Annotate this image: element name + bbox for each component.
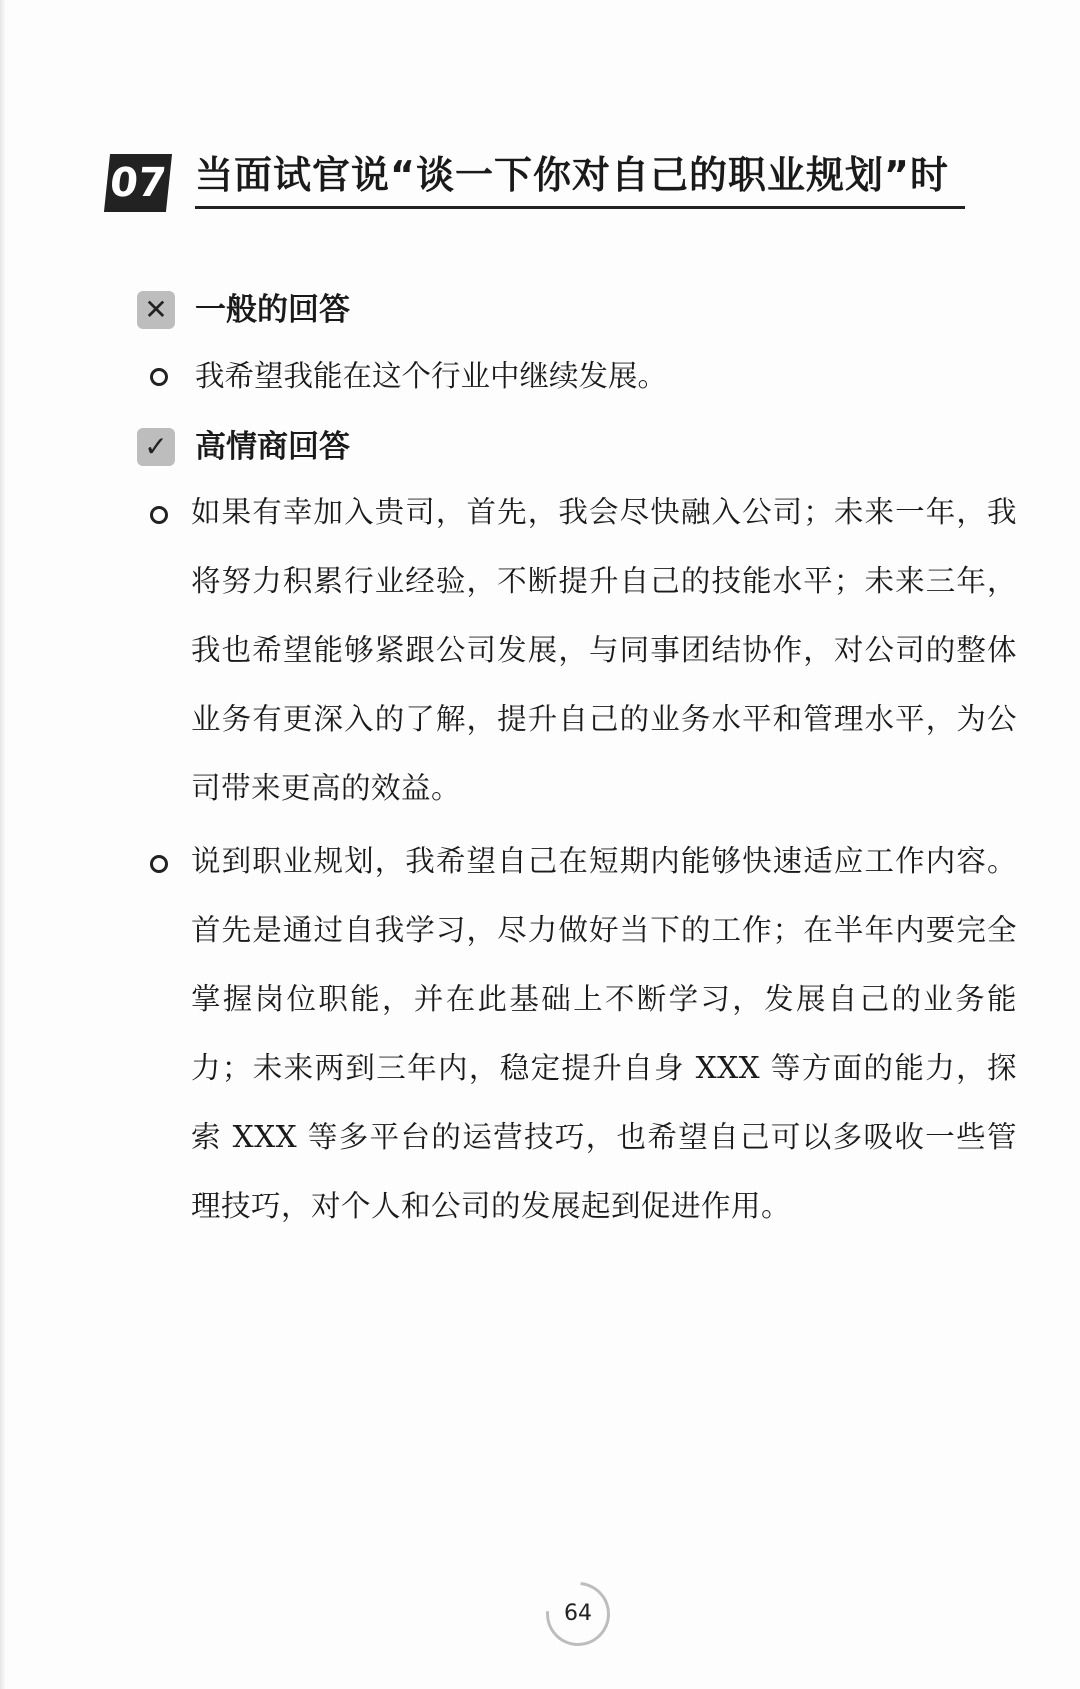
bullet-icon bbox=[150, 855, 168, 873]
page-edge-shadow bbox=[0, 0, 6, 1689]
high-eq-answer-label-text: 高情商回答 bbox=[195, 429, 350, 465]
x-mark-icon: ✕ bbox=[137, 291, 175, 329]
section-title: 当面试官说“谈一下你对自己的职业规划”时 bbox=[195, 153, 949, 197]
section-heading bbox=[107, 150, 967, 212]
general-answer-item: 我希望我能在这个行业中继续发展。 bbox=[195, 359, 668, 393]
bullet-icon bbox=[150, 506, 168, 524]
check-mark-icon: ✓ bbox=[137, 428, 175, 466]
high-eq-answer-item-2: 说到职业规划，我希望自己在短期内能够快速适应工作内容。首先是通过自我学习，尽力做好当下的工作；在半年内要完全掌握岗位职能，并在此基础上不断学习，发展自己的业务能力；未来两到三年内，稳定提升自身 XXX 等方面的能力，探索 XXX 等多平台的运营技巧，也希望自己可以多吸收一些管理技巧，对个人和公司的发展起到促进作用。 bbox=[191, 844, 1017, 1223]
title-underline bbox=[195, 206, 965, 209]
page-number: 64 bbox=[564, 1601, 592, 1626]
general-answer-label-text: 一般的回答 bbox=[195, 292, 350, 328]
section-number-badge: 07 bbox=[104, 154, 172, 212]
high-eq-answer-item-1: 如果有幸加入贵司，首先，我会尽快融入公司；未来一年，我将努力积累行业经验，不断提升自己的技能水平；未来三年，我也希望能够紧跟公司发展，与同事团结协作，对公司的整体业务有更深入的了解，提升自己的业务水平和管理水平，为公司带来更高的效益。 bbox=[191, 495, 1017, 805]
bullet-icon bbox=[150, 368, 168, 386]
page-number-badge bbox=[546, 1582, 610, 1646]
